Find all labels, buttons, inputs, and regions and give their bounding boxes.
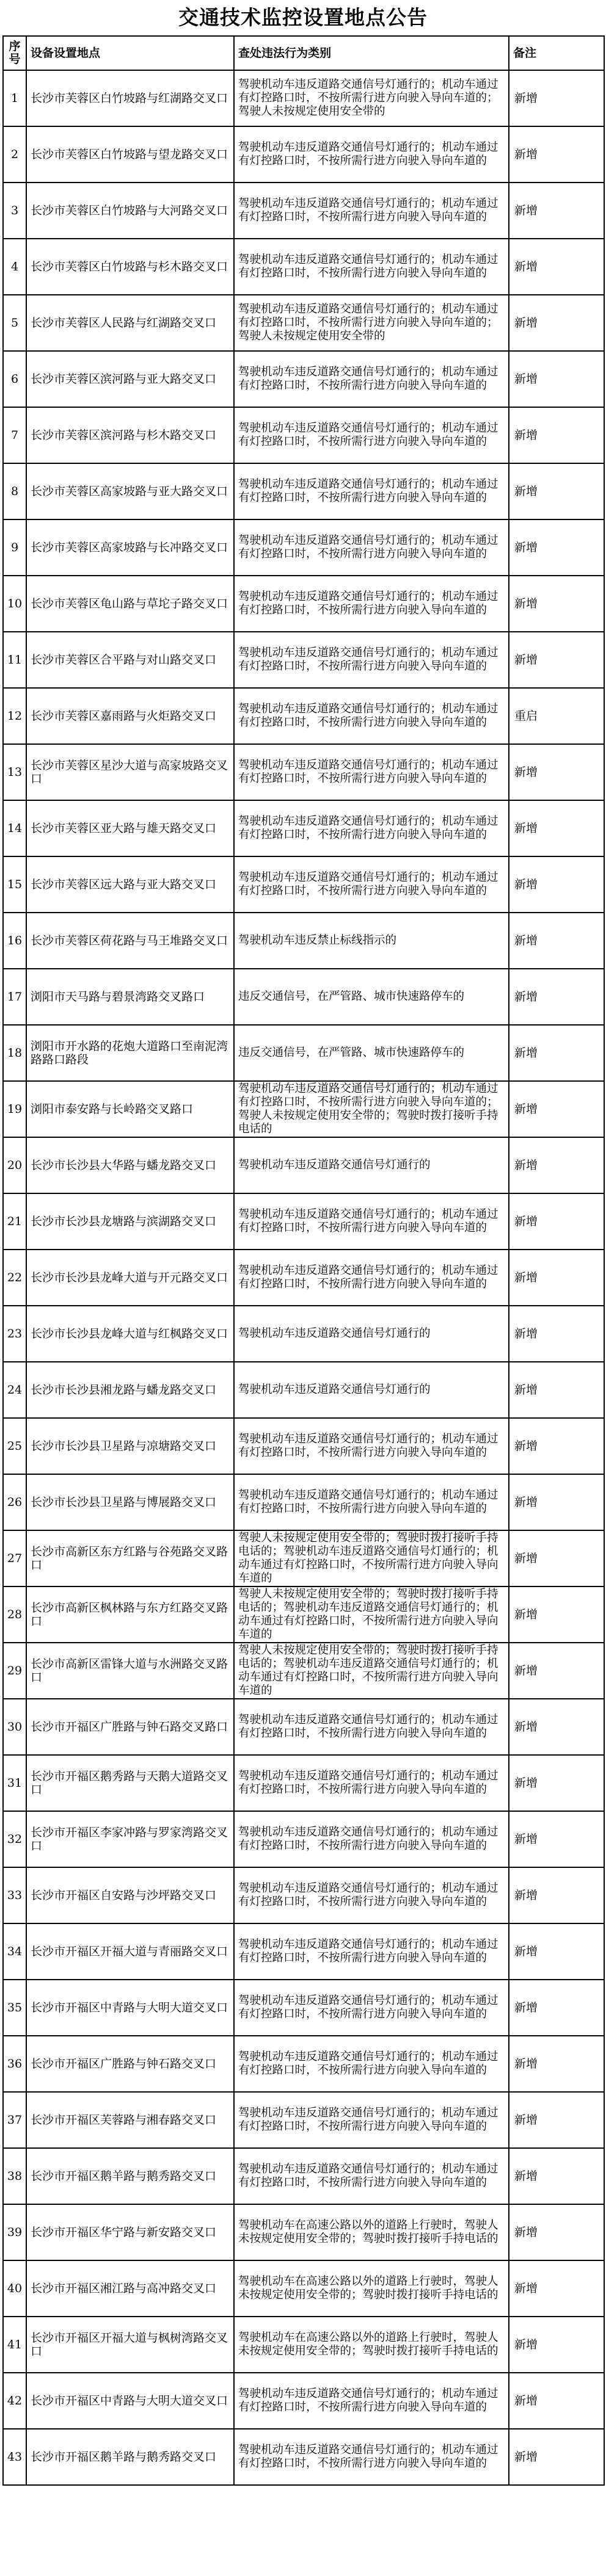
row-note: 新增 [509,463,604,519]
row-note: 新增 [509,1643,604,1699]
table-body [3,70,604,2485]
row-violation-type: 驾驶机动车违反道路交通信号灯通行的；机动车通过有灯控路口时，不按所需行进方向驶入导向车道的 [234,1699,509,1755]
row-violation-type: 驾驶机动车违反道路交通信号灯通行的；机动车通过有灯控路口时，不按所需行进方向驶入导向车道的 [234,744,509,800]
row-note: 新增 [509,1081,604,1137]
row-note: 新增 [509,183,604,239]
table-row [3,688,604,744]
row-index: 19 [3,1081,26,1137]
row-violation-type: 驾驶机动车违反道路交通信号灯通行的；机动车通过有灯控路口时，不按所需行进方向驶入导向车道的 [234,1923,509,1980]
row-index: 6 [3,351,26,407]
row-note: 新增 [509,576,604,632]
row-index: 13 [3,744,26,800]
row-location: 浏阳市开水路的花炮大道路口至南泥湾路路口路段 [26,1025,234,1081]
row-index: 15 [3,856,26,913]
row-index: 36 [3,2036,26,2092]
row-location: 长沙市芙蓉区滨河路与亚大路交叉口 [26,351,234,407]
row-index: 20 [3,1137,26,1193]
row-index: 34 [3,1923,26,1980]
row-location: 长沙市开福区华宁路与新安路交叉口 [26,2204,234,2260]
row-note: 新增 [509,744,604,800]
row-index: 4 [3,239,26,295]
row-violation-type: 驾驶机动车违反道路交通信号灯通行的；机动车通过有灯控路口时，不按所需行进方向驶入导向车道的 [234,239,509,295]
row-location: 长沙市芙蓉区合平路与对山路交叉口 [26,632,234,688]
row-violation-type: 驾驶机动车违反道路交通信号灯通行的 [234,1362,509,1418]
row-violation-type: 驾驶机动车违反道路交通信号灯通行的；机动车通过有灯控路口时，不按所需行进方向驶入导向车道的 [234,2092,509,2148]
table-row [3,632,604,688]
row-index: 35 [3,1980,26,2036]
row-location: 长沙市开福区鹅羊路与鹅秀路交叉口 [26,2148,234,2204]
row-index: 21 [3,1193,26,1250]
row-index: 28 [3,1586,26,1643]
row-note: 新增 [509,1811,604,1867]
row-violation-type: 驾驶机动车违反道路交通信号灯通行的 [234,1137,509,1193]
row-note: 新增 [509,2317,604,2373]
row-location: 长沙市开福区开福大道与青丽路交叉口 [26,1923,234,1980]
row-index: 8 [3,463,26,519]
table-row [3,2092,604,2148]
table-row [3,2204,604,2260]
table-row [3,351,604,407]
row-index: 7 [3,407,26,463]
header-index: 序号 [3,36,26,70]
row-note: 新增 [509,2260,604,2317]
table-row [3,1980,604,2036]
row-index: 10 [3,576,26,632]
row-note: 新增 [509,519,604,576]
document-title: 交通技术监控设置地点公告 [178,5,428,29]
row-violation-type: 驾驶机动车违反道路交通信号灯通行的；机动车通过有灯控路口时，不按所需行进方向驶入导向车道的 [234,183,509,239]
table-row [3,1643,604,1699]
row-violation-type: 驾驶机动车违反道路交通信号灯通行的；机动车通过有灯控路口时，不按所需行进方向驶入导向车道的 [234,856,509,913]
row-note: 新增 [509,1923,604,1980]
row-violation-type: 驾驶机动车在高速公路以外的道路上行驶时，驾驶人未按规定使用安全带的；驾驶时拨打接听手持电话的 [234,2317,509,2373]
row-note: 新增 [509,1137,604,1193]
row-note: 新增 [509,1980,604,2036]
row-violation-type: 驾驶机动车违反道路交通信号灯通行的；机动车通过有灯控路口时，不按所需行进方向驶入导向车道的 [234,351,509,407]
row-location: 长沙市高新区东方红路与谷苑路交叉路口 [26,1530,234,1586]
row-location: 长沙市芙蓉区嘉雨路与火炬路交叉口 [26,688,234,744]
header-location: 设备设置地点 [26,36,234,70]
row-index: 29 [3,1643,26,1699]
table-row [3,913,604,969]
row-location: 长沙市开福区鹅羊路与鹅秀路交叉口 [26,2429,234,2485]
table-row [3,407,604,463]
row-index: 31 [3,1755,26,1811]
row-violation-type: 驾驶机动车违反道路交通信号灯通行的；机动车通过有灯控路口时，不按所需行进方向驶入导向车道的；驾驶人未按规定使用安全带的；驾驶时拨打接听手持电话的 [234,1081,509,1137]
row-location: 长沙市开福区鹅秀路与天鹅大道路交叉口 [26,1755,234,1811]
row-index: 26 [3,1474,26,1530]
row-location: 长沙市芙蓉区远大路与亚大路交叉口 [26,856,234,913]
row-violation-type: 驾驶机动车违反道路交通信号灯通行的；机动车通过有灯控路口时，不按所需行进方向驶入导向车道的 [234,407,509,463]
row-violation-type: 驾驶机动车违反道路交通信号灯通行的；机动车通过有灯控路口时，不按所需行进方向驶入导向车道的 [234,1193,509,1250]
row-location: 长沙市开福区芙蓉路与湘春路交叉口 [26,2092,234,2148]
header-violation-type: 查处违法行为类别 [234,36,509,70]
row-violation-type: 驾驶机动车违反道路交通信号灯通行的；机动车通过有灯控路口时，不按所需行进方向驶入导向车道的 [234,519,509,576]
row-location: 长沙市芙蓉区白竹坡路与大河路交叉口 [26,183,234,239]
row-location: 长沙市开福区李家冲路与罗家湾路交叉口 [26,1811,234,1867]
monitoring-locations-table [2,35,605,2486]
row-note: 新增 [509,2092,604,2148]
table-row [3,1193,604,1250]
row-violation-type: 驾驶机动车违反道路交通信号灯通行的；机动车通过有灯控路口时，不按所需行进方向驶入导向车道的；驾驶人未按规定使用安全带的 [234,70,509,126]
table-row [3,2429,604,2485]
row-note: 新增 [509,126,604,183]
table-row [3,1586,604,1643]
row-note: 新增 [509,351,604,407]
row-index: 11 [3,632,26,688]
row-violation-type: 驾驶机动车违反道路交通信号灯通行的；机动车通过有灯控路口时，不按所需行进方向驶入导向车道的 [234,2036,509,2092]
row-note: 新增 [509,2204,604,2260]
row-index: 5 [3,295,26,351]
table-row [3,1867,604,1923]
row-violation-type: 驾驶机动车违反禁止标线指示的 [234,913,509,969]
table-row [3,856,604,913]
table-row [3,239,604,295]
row-note: 新增 [509,1474,604,1530]
row-index: 33 [3,1867,26,1923]
row-location: 长沙市芙蓉区龟山路与草坨子路交叉口 [26,576,234,632]
row-location: 长沙市芙蓉区白竹坡路与红湖路交叉口 [26,70,234,126]
row-location: 长沙市高新区雷锋大道与水洲路交叉路口 [26,1643,234,1699]
table-row [3,1081,604,1137]
row-note: 新增 [509,1025,604,1081]
row-location: 长沙市开福区自安路与沙坪路交叉口 [26,1867,234,1923]
row-index: 1 [3,70,26,126]
row-index: 39 [3,2204,26,2260]
row-violation-type: 驾驶机动车违反道路交通信号灯通行的；机动车通过有灯控路口时，不按所需行进方向驶入导向车道的 [234,463,509,519]
table-row [3,2373,604,2429]
row-location: 长沙市长沙县湘龙路与蟠龙路交叉口 [26,1362,234,1418]
row-location: 长沙市芙蓉区滨河路与杉木路交叉口 [26,407,234,463]
row-note: 新增 [509,1530,604,1586]
row-location: 长沙市开福区广胜路与钟石路交叉口 [26,2036,234,2092]
table-row [3,800,604,856]
row-note: 新增 [509,1699,604,1755]
table-row [3,1025,604,1081]
row-index: 30 [3,1699,26,1755]
row-location: 长沙市长沙县龙塘路与滨湖路交叉口 [26,1193,234,1250]
row-note: 新增 [509,239,604,295]
row-violation-type: 驾驶机动车违反道路交通信号灯通行的；机动车通过有灯控路口时，不按所需行进方向驶入导向车道的 [234,126,509,183]
table-row [3,969,604,1025]
row-violation-type: 驾驶机动车违反道路交通信号灯通行的；机动车通过有灯控路口时，不按所需行进方向驶入导向车道的 [234,2148,509,2204]
table-row [3,295,604,351]
row-violation-type: 驾驶机动车违反道路交通信号灯通行的；机动车通过有灯控路口时，不按所需行进方向驶入导向车道的 [234,576,509,632]
row-violation-type: 驾驶机动车违反道路交通信号灯通行的；机动车通过有灯控路口时，不按所需行进方向驶入导向车道的 [234,1980,509,2036]
header-row [3,36,604,70]
row-violation-type: 驾驶机动车违反道路交通信号灯通行的；机动车通过有灯控路口时，不按所需行进方向驶入导向车道的 [234,1250,509,1306]
row-note: 新增 [509,969,604,1025]
row-index: 25 [3,1418,26,1474]
row-violation-type: 驾驶人未按规定使用安全带的；驾驶时拨打接听手持电话的；驾驶机动车违反道路交通信号灯通行的；机动车通过有灯控路口时，不按所需行进方向驶入导向车道的 [234,1530,509,1586]
row-location: 长沙市长沙县龙峰大道与开元路交叉口 [26,1250,234,1306]
row-index: 41 [3,2317,26,2373]
row-index: 14 [3,800,26,856]
row-location: 长沙市芙蓉区白竹坡路与望龙路交叉口 [26,126,234,183]
table-row [3,519,604,576]
row-note: 新增 [509,1193,604,1250]
header-note: 备注 [509,36,604,70]
row-location: 长沙市芙蓉区亚大路与雄天路交叉口 [26,800,234,856]
table-row [3,1418,604,1474]
row-violation-type: 驾驶机动车在高速公路以外的道路上行驶时，驾驶人未按规定使用安全带的；驾驶时拨打接听手持电话的 [234,2204,509,2260]
row-note: 新增 [509,2148,604,2204]
table-row [3,1250,604,1306]
row-index: 32 [3,1811,26,1867]
row-violation-type: 驾驶机动车违反道路交通信号灯通行的 [234,1306,509,1362]
row-location: 长沙市芙蓉区高家坡路与长冲路交叉口 [26,519,234,576]
table-row [3,1923,604,1980]
row-violation-type: 驾驶机动车违反道路交通信号灯通行的；机动车通过有灯控路口时，不按所需行进方向驶入导向车道的 [234,1811,509,1867]
table-row [3,1137,604,1193]
row-index: 17 [3,969,26,1025]
row-note: 新增 [509,2373,604,2429]
row-violation-type: 驾驶机动车违反道路交通信号灯通行的；机动车通过有灯控路口时，不按所需行进方向驶入导向车道的 [234,688,509,744]
row-index: 24 [3,1362,26,1418]
row-note: 新增 [509,407,604,463]
row-note: 新增 [509,1362,604,1418]
table-header [3,36,604,70]
row-note: 新增 [509,1755,604,1811]
row-index: 27 [3,1530,26,1586]
row-location: 长沙市长沙县卫星路与凉塘路交叉口 [26,1418,234,1474]
row-location: 长沙市长沙县龙峰大道与红枫路交叉口 [26,1306,234,1362]
row-violation-type: 驾驶机动车违反道路交通信号灯通行的；机动车通过有灯控路口时，不按所需行进方向驶入导向车道的 [234,1867,509,1923]
row-index: 43 [3,2429,26,2485]
table-row [3,1811,604,1867]
row-note: 新增 [509,1418,604,1474]
row-note: 新增 [509,2429,604,2485]
table-row [3,1474,604,1530]
row-violation-type: 驾驶机动车违反道路交通信号灯通行的；机动车通过有灯控路口时，不按所需行进方向驶入导向车道的 [234,1474,509,1530]
row-violation-type: 驾驶机动车违反道路交通信号灯通行的；机动车通过有灯控路口时，不按所需行进方向驶入导向车道的；驾驶人未按规定使用安全带的 [234,295,509,351]
row-note: 新增 [509,1250,604,1306]
row-note: 新增 [509,1306,604,1362]
row-index: 3 [3,183,26,239]
row-location: 浏阳市泰安路与长岭路交叉路口 [26,1081,234,1137]
row-violation-type: 驾驶人未按规定使用安全带的；驾驶时拨打接听手持电话的；驾驶机动车违反道路交通信号灯通行的；机动车通过有灯控路口时，不按所需行进方向驶入导向车道的 [234,1586,509,1643]
row-location: 浏阳市天马路与碧景湾路交叉路口 [26,969,234,1025]
row-violation-type: 驾驶机动车违反道路交通信号灯通行的；机动车通过有灯控路口时，不按所需行进方向驶入导向车道的 [234,1755,509,1811]
row-location: 长沙市芙蓉区星沙大道与高家坡路交叉口 [26,744,234,800]
row-index: 18 [3,1025,26,1081]
row-note: 新增 [509,2036,604,2092]
table-row [3,1755,604,1811]
row-location: 长沙市长沙县大华路与蟠龙路交叉口 [26,1137,234,1193]
table-row [3,1699,604,1755]
row-location: 长沙市开福区开福大道与枫树湾路交叉口 [26,2317,234,2373]
row-location: 长沙市开福区湘江路与高冲路交叉口 [26,2260,234,2317]
row-note: 新增 [509,295,604,351]
row-location: 长沙市开福区中青路与大明大道交叉口 [26,1980,234,2036]
row-index: 22 [3,1250,26,1306]
table-row [3,1530,604,1586]
table-row [3,744,604,800]
row-location: 长沙市芙蓉区人民路与红湖路交叉口 [26,295,234,351]
row-index: 38 [3,2148,26,2204]
table-row [3,1362,604,1418]
row-index: 2 [3,126,26,183]
row-index: 12 [3,688,26,744]
table-row [3,463,604,519]
table-row [3,2317,604,2373]
row-note: 新增 [509,70,604,126]
row-note: 新增 [509,1867,604,1923]
row-note: 新增 [509,913,604,969]
table-row [3,126,604,183]
row-note: 重启 [509,688,604,744]
row-violation-type: 驾驶机动车违反道路交通信号灯通行的；机动车通过有灯控路口时，不按所需行进方向驶入导向车道的 [234,2429,509,2485]
row-violation-type: 驾驶机动车违反道路交通信号灯通行的；机动车通过有灯控路口时，不按所需行进方向驶入导向车道的 [234,632,509,688]
row-location: 长沙市开福区中青路与大明大道交叉口 [26,2373,234,2429]
row-violation-type: 驾驶机动车违反道路交通信号灯通行的；机动车通过有灯控路口时，不按所需行进方向驶入导向车道的 [234,1418,509,1474]
table-row [3,2148,604,2204]
table-row [3,183,604,239]
row-violation-type: 驾驶机动车违反道路交通信号灯通行的；机动车通过有灯控路口时，不按所需行进方向驶入导向车道的 [234,2373,509,2429]
row-location: 长沙市芙蓉区白竹坡路与杉木路交叉口 [26,239,234,295]
row-note: 新增 [509,856,604,913]
row-violation-type: 驾驶机动车在高速公路以外的道路上行驶时，驾驶人未按规定使用安全带的；驾驶时拨打接听手持电话的 [234,2260,509,2317]
row-location: 长沙市芙蓉区荷花路与马王堆路交叉口 [26,913,234,969]
row-violation-type: 驾驶人未按规定使用安全带的；驾驶时拨打接听手持电话的；驾驶机动车违反道路交通信号灯通行的；机动车通过有灯控路口时，不按所需行进方向驶入导向车道的 [234,1643,509,1699]
row-violation-type: 违反交通信号，在严管路、城市快速路停车的 [234,1025,509,1081]
row-index: 40 [3,2260,26,2317]
table-row [3,576,604,632]
row-index: 37 [3,2092,26,2148]
row-index: 23 [3,1306,26,1362]
table-row [3,2036,604,2092]
row-location: 长沙市芙蓉区高家坡路与亚大路交叉口 [26,463,234,519]
row-note: 新增 [509,1586,604,1643]
row-violation-type: 驾驶机动车违反道路交通信号灯通行的；机动车通过有灯控路口时，不按所需行进方向驶入导向车道的 [234,800,509,856]
row-location: 长沙市高新区枫林路与东方红路交叉路口 [26,1586,234,1643]
table-row [3,2260,604,2317]
row-note: 新增 [509,632,604,688]
table-row [3,1306,604,1362]
row-violation-type: 违反交通信号，在严管路、城市快速路停车的 [234,969,509,1025]
row-location: 长沙市长沙县卫星路与博展路交叉口 [26,1474,234,1530]
table-row [3,70,604,126]
row-index: 9 [3,519,26,576]
row-index: 16 [3,913,26,969]
row-location: 长沙市开福区广胜路与钟石路交叉路口 [26,1699,234,1755]
row-note: 新增 [509,800,604,856]
row-index: 42 [3,2373,26,2429]
